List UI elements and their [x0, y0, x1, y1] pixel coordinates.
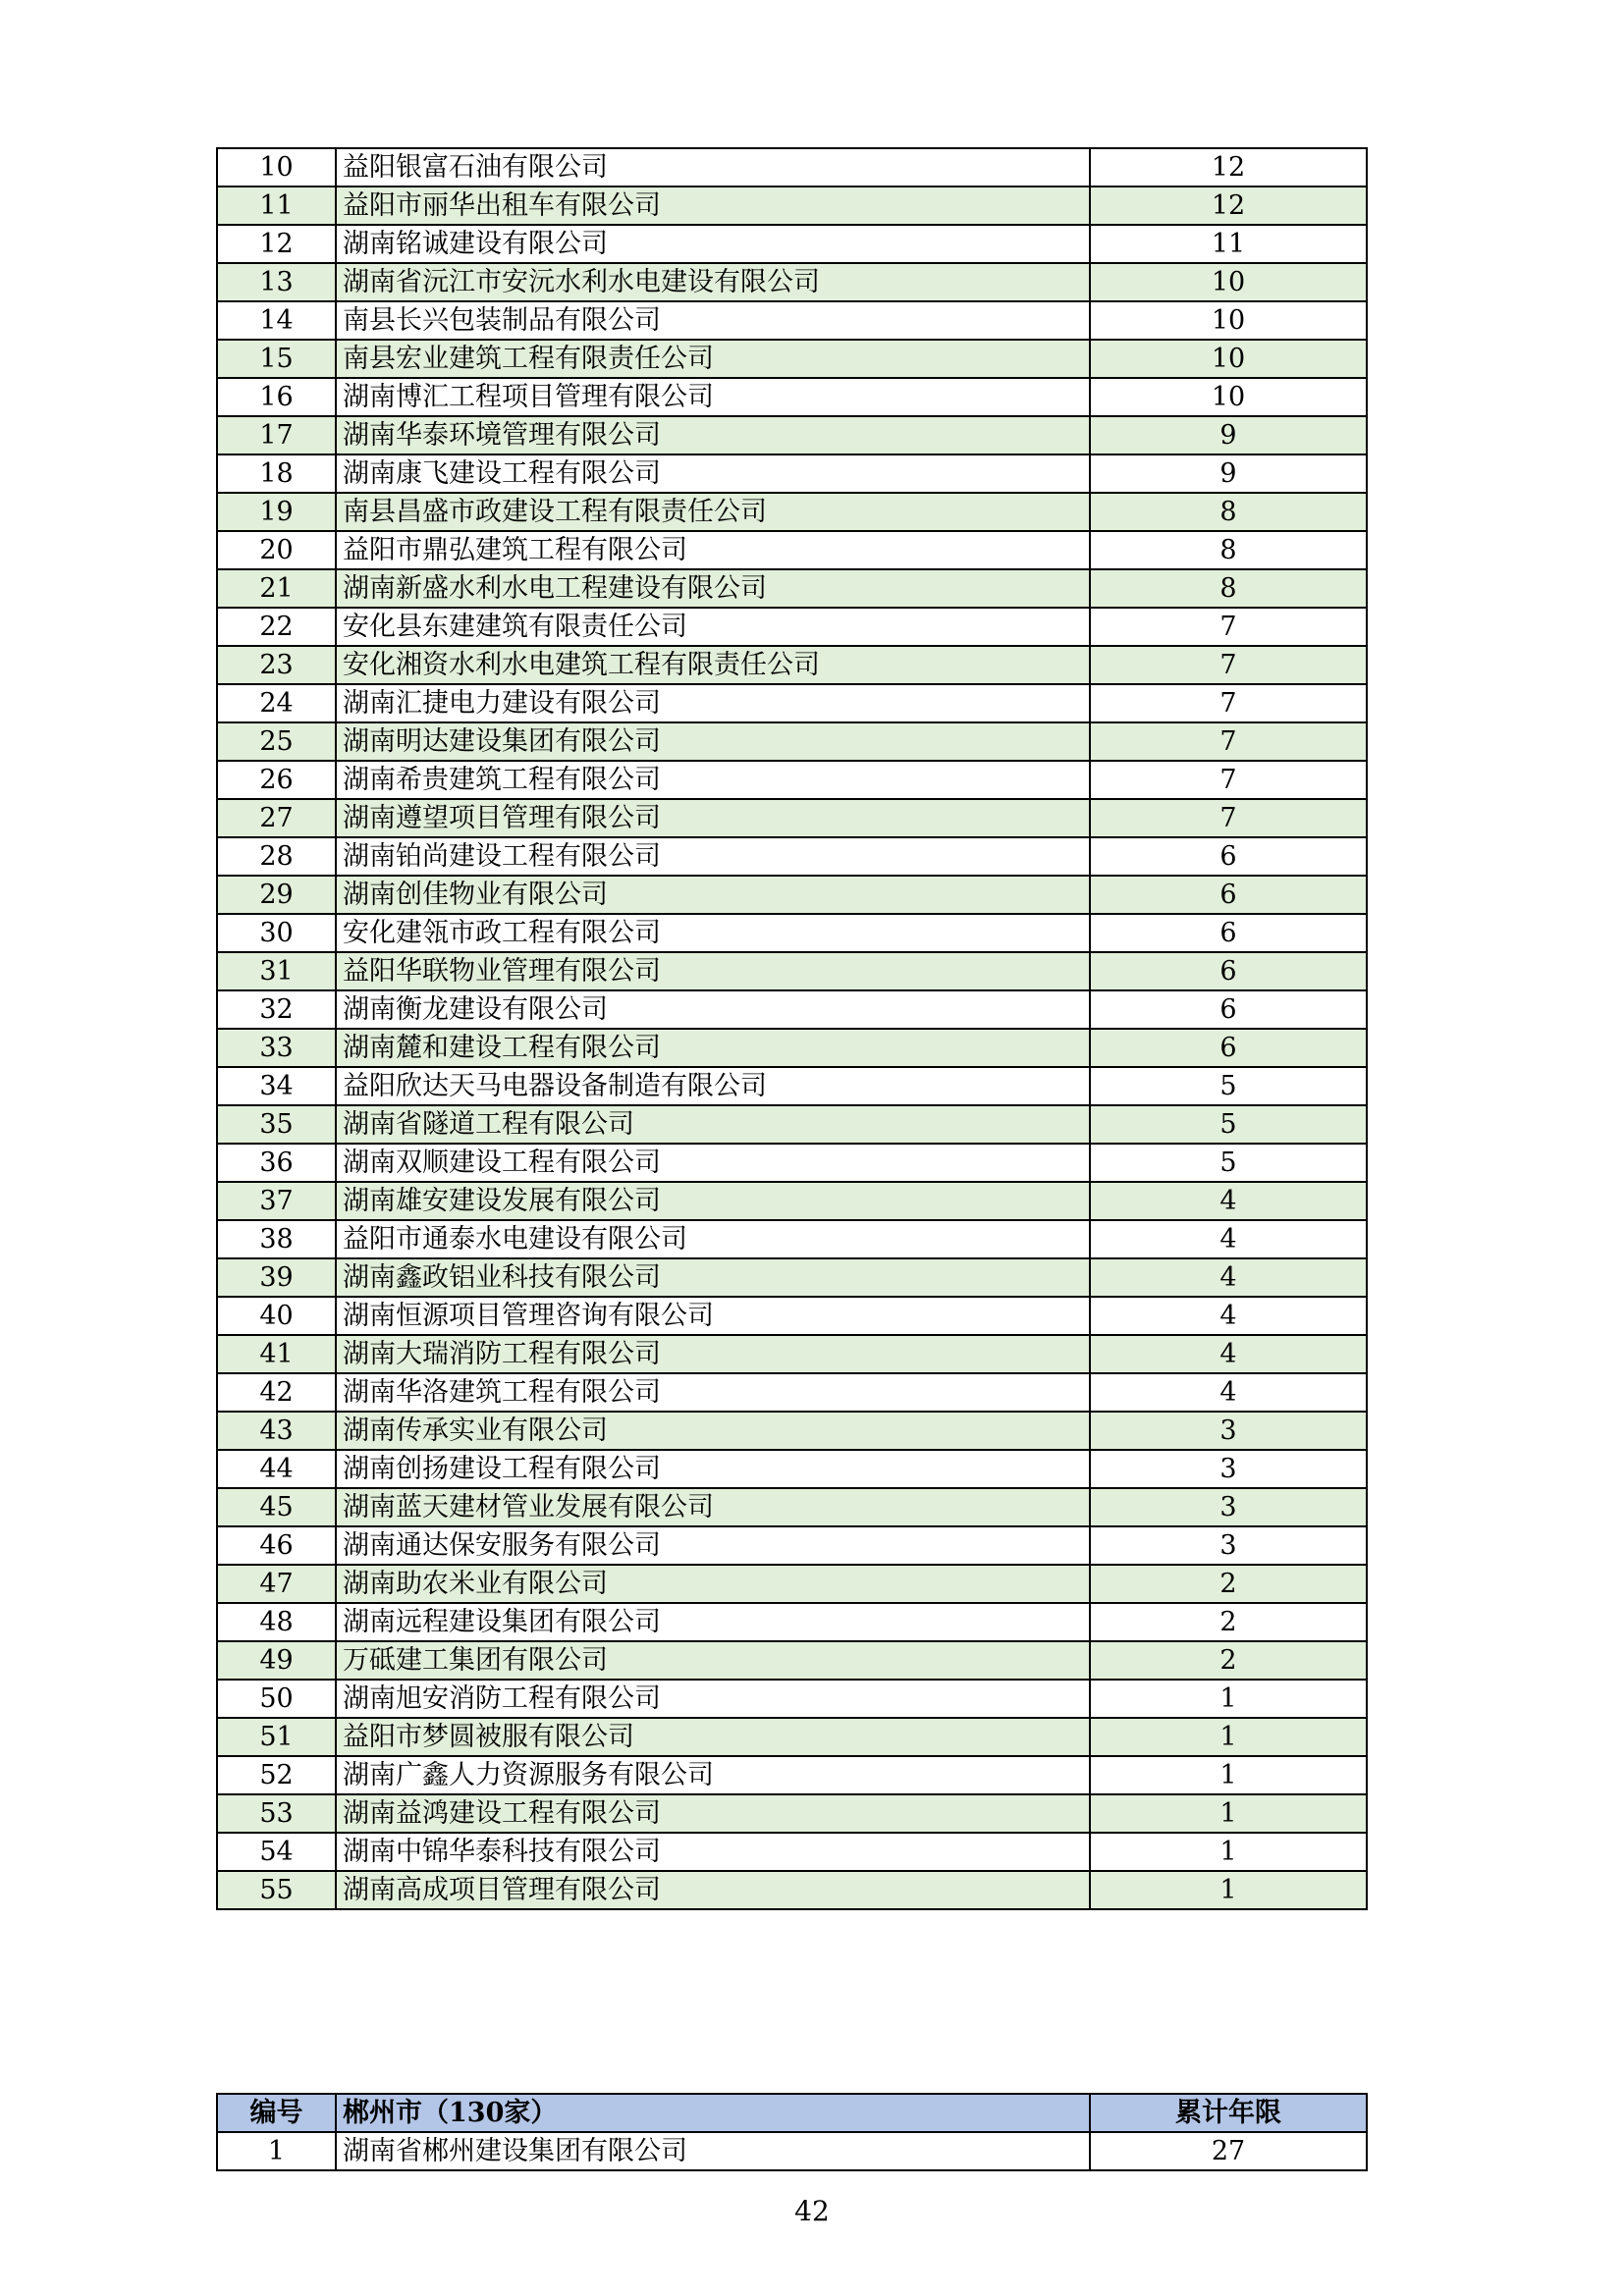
table-header-row — [217, 2094, 1367, 2132]
table-row — [217, 1373, 1367, 1412]
table-row — [217, 1565, 1367, 1603]
table-row — [217, 1488, 1367, 1526]
cumulative-years: 1 — [1090, 1871, 1367, 1909]
row-number: 50 — [217, 1680, 336, 1718]
table-row — [217, 722, 1367, 761]
cumulative-years: 6 — [1090, 990, 1367, 1029]
company-table-body — [217, 148, 1367, 1909]
company-name: 湖南遵望项目管理有限公司 — [336, 799, 1090, 837]
company-name: 益阳华联物业管理有限公司 — [336, 952, 1090, 990]
company-name: 安化建瓴市政工程有限公司 — [336, 914, 1090, 952]
row-number: 19 — [217, 493, 336, 531]
table-row — [217, 1412, 1367, 1450]
row-number: 22 — [217, 608, 336, 646]
company-name: 益阳银富石油有限公司 — [336, 148, 1090, 187]
cumulative-years: 10 — [1090, 340, 1367, 378]
company-name: 益阳市鼎弘建筑工程有限公司 — [336, 531, 1090, 569]
company-name: 湖南博汇工程项目管理有限公司 — [336, 378, 1090, 416]
company-name: 湖南明达建设集团有限公司 — [336, 722, 1090, 761]
cumulative-years: 3 — [1090, 1412, 1367, 1450]
table-row — [217, 876, 1367, 914]
company-name: 湖南创佳物业有限公司 — [336, 876, 1090, 914]
company-name: 湖南中锦华泰科技有限公司 — [336, 1833, 1090, 1871]
table-row — [217, 1067, 1367, 1105]
table-row — [217, 454, 1367, 493]
company-name: 湖南铭诚建设有限公司 — [336, 225, 1090, 263]
cumulative-years: 6 — [1090, 837, 1367, 876]
page-number: 42 — [794, 2195, 830, 2227]
table-row — [217, 531, 1367, 569]
company-name: 湖南麓和建设工程有限公司 — [336, 1029, 1090, 1067]
row-number: 28 — [217, 837, 336, 876]
cumulative-years: 9 — [1090, 454, 1367, 493]
table-row — [217, 416, 1367, 454]
company-name: 湖南蓝天建材管业发展有限公司 — [336, 1488, 1090, 1526]
row-number: 47 — [217, 1565, 336, 1603]
company-name: 湖南益鸿建设工程有限公司 — [336, 1794, 1090, 1833]
cumulative-years: 7 — [1090, 646, 1367, 684]
table-row — [217, 187, 1367, 225]
company-name: 湖南省沅江市安沅水利水电建设有限公司 — [336, 263, 1090, 301]
cumulative-years: 7 — [1090, 799, 1367, 837]
cumulative-years: 1 — [1090, 1833, 1367, 1871]
company-name: 南县宏业建筑工程有限责任公司 — [336, 340, 1090, 378]
row-number: 54 — [217, 1833, 336, 1871]
company-name: 益阳市通泰水电建设有限公司 — [336, 1220, 1090, 1258]
cumulative-years: 4 — [1090, 1335, 1367, 1373]
table-row — [217, 1144, 1367, 1182]
company-name: 湖南铂尚建设工程有限公司 — [336, 837, 1090, 876]
table-row — [217, 1220, 1367, 1258]
table-row — [217, 608, 1367, 646]
cumulative-years: 27 — [1090, 2132, 1367, 2170]
company-name: 安化湘资水利水电建筑工程有限责任公司 — [336, 646, 1090, 684]
row-number: 48 — [217, 1603, 336, 1641]
table-row — [217, 684, 1367, 722]
cumulative-years: 4 — [1090, 1258, 1367, 1297]
table-row — [217, 646, 1367, 684]
header-city: 郴州市（130家） — [336, 2094, 1090, 2132]
company-name: 湖南远程建设集团有限公司 — [336, 1603, 1090, 1641]
table-row — [217, 1297, 1367, 1335]
row-number: 24 — [217, 684, 336, 722]
company-name: 湖南通达保安服务有限公司 — [336, 1526, 1090, 1565]
row-number: 40 — [217, 1297, 336, 1335]
company-name: 湖南华泰环境管理有限公司 — [336, 416, 1090, 454]
cumulative-years: 6 — [1090, 952, 1367, 990]
cumulative-years: 2 — [1090, 1603, 1367, 1641]
cumulative-years: 11 — [1090, 225, 1367, 263]
company-table — [216, 147, 1368, 1910]
row-number: 11 — [217, 187, 336, 225]
company-name: 益阳欣达天马电器设备制造有限公司 — [336, 1067, 1090, 1105]
company-name: 湖南广鑫人力资源服务有限公司 — [336, 1756, 1090, 1794]
cumulative-years: 1 — [1090, 1756, 1367, 1794]
company-name: 湖南大瑞消防工程有限公司 — [336, 1335, 1090, 1373]
cumulative-years: 4 — [1090, 1220, 1367, 1258]
row-number: 36 — [217, 1144, 336, 1182]
cumulative-years: 2 — [1090, 1565, 1367, 1603]
row-number: 46 — [217, 1526, 336, 1565]
table-row — [217, 1718, 1367, 1756]
cumulative-years: 6 — [1090, 876, 1367, 914]
row-number: 38 — [217, 1220, 336, 1258]
cumulative-years: 10 — [1090, 263, 1367, 301]
table-row — [217, 1641, 1367, 1680]
row-number: 20 — [217, 531, 336, 569]
table-row — [217, 761, 1367, 799]
table-row — [217, 1871, 1367, 1909]
cumulative-years: 1 — [1090, 1680, 1367, 1718]
chenzhou-table-body — [217, 2094, 1367, 2170]
row-number: 1 — [217, 2132, 336, 2170]
row-number: 13 — [217, 263, 336, 301]
cumulative-years: 12 — [1090, 187, 1367, 225]
table-row — [217, 1526, 1367, 1565]
cumulative-years: 4 — [1090, 1182, 1367, 1220]
cumulative-years: 5 — [1090, 1067, 1367, 1105]
company-name: 湖南汇捷电力建设有限公司 — [336, 684, 1090, 722]
company-name: 万砥建工集团有限公司 — [336, 1641, 1090, 1680]
cumulative-years: 1 — [1090, 1718, 1367, 1756]
table-row — [217, 1794, 1367, 1833]
row-number: 45 — [217, 1488, 336, 1526]
company-name: 湖南希贵建筑工程有限公司 — [336, 761, 1090, 799]
table-row — [217, 301, 1367, 340]
company-name: 湖南鑫政铝业科技有限公司 — [336, 1258, 1090, 1297]
table-row — [217, 1335, 1367, 1373]
chenzhou-table — [216, 2093, 1368, 2171]
table-row — [217, 1450, 1367, 1488]
row-number: 26 — [217, 761, 336, 799]
row-number: 41 — [217, 1335, 336, 1373]
row-number: 37 — [217, 1182, 336, 1220]
header-number: 编号 — [217, 2094, 336, 2132]
row-number: 29 — [217, 876, 336, 914]
cumulative-years: 4 — [1090, 1373, 1367, 1412]
row-number: 27 — [217, 799, 336, 837]
cumulative-years: 8 — [1090, 531, 1367, 569]
table-row — [217, 837, 1367, 876]
row-number: 51 — [217, 1718, 336, 1756]
cumulative-years: 7 — [1090, 608, 1367, 646]
row-number: 34 — [217, 1067, 336, 1105]
cumulative-years: 3 — [1090, 1526, 1367, 1565]
company-name: 湖南华洛建筑工程有限公司 — [336, 1373, 1090, 1412]
table-row — [217, 263, 1367, 301]
row-number: 23 — [217, 646, 336, 684]
cumulative-years: 8 — [1090, 493, 1367, 531]
table-row — [217, 225, 1367, 263]
table-row — [217, 148, 1367, 187]
cumulative-years: 7 — [1090, 722, 1367, 761]
row-number: 33 — [217, 1029, 336, 1067]
company-name: 湖南旭安消防工程有限公司 — [336, 1680, 1090, 1718]
row-number: 17 — [217, 416, 336, 454]
company-name: 湖南雄安建设发展有限公司 — [336, 1182, 1090, 1220]
cumulative-years: 3 — [1090, 1450, 1367, 1488]
company-name: 湖南衡龙建设有限公司 — [336, 990, 1090, 1029]
company-name: 南县长兴包装制品有限公司 — [336, 301, 1090, 340]
table-row — [217, 952, 1367, 990]
row-number: 53 — [217, 1794, 336, 1833]
table-row — [217, 1105, 1367, 1144]
cumulative-years: 1 — [1090, 1794, 1367, 1833]
cumulative-years: 3 — [1090, 1488, 1367, 1526]
cumulative-years: 10 — [1090, 301, 1367, 340]
row-number: 44 — [217, 1450, 336, 1488]
company-name: 湖南双顺建设工程有限公司 — [336, 1144, 1090, 1182]
table-row — [217, 799, 1367, 837]
company-name: 湖南省郴州建设集团有限公司 — [336, 2132, 1090, 2170]
table-row — [217, 1756, 1367, 1794]
row-number: 14 — [217, 301, 336, 340]
company-name: 湖南传承实业有限公司 — [336, 1412, 1090, 1450]
cumulative-years: 9 — [1090, 416, 1367, 454]
row-number: 30 — [217, 914, 336, 952]
row-number: 21 — [217, 569, 336, 608]
row-number: 43 — [217, 1412, 336, 1450]
table-row — [217, 1603, 1367, 1641]
row-number: 16 — [217, 378, 336, 416]
company-name: 湖南康飞建设工程有限公司 — [336, 454, 1090, 493]
table-row — [217, 1258, 1367, 1297]
table-row — [217, 493, 1367, 531]
row-number: 10 — [217, 148, 336, 187]
row-number: 18 — [217, 454, 336, 493]
row-number: 52 — [217, 1756, 336, 1794]
cumulative-years: 2 — [1090, 1641, 1367, 1680]
row-number: 12 — [217, 225, 336, 263]
row-number: 15 — [217, 340, 336, 378]
cumulative-years: 7 — [1090, 761, 1367, 799]
table-row — [217, 569, 1367, 608]
row-number: 32 — [217, 990, 336, 1029]
cumulative-years: 7 — [1090, 684, 1367, 722]
table-row — [217, 990, 1367, 1029]
table-row — [217, 378, 1367, 416]
company-name: 湖南创扬建设工程有限公司 — [336, 1450, 1090, 1488]
cumulative-years: 5 — [1090, 1105, 1367, 1144]
cumulative-years: 5 — [1090, 1144, 1367, 1182]
row-number: 25 — [217, 722, 336, 761]
company-name: 湖南新盛水利水电工程建设有限公司 — [336, 569, 1090, 608]
table-row — [217, 1029, 1367, 1067]
company-name: 安化县东建建筑有限责任公司 — [336, 608, 1090, 646]
company-name: 湖南恒源项目管理咨询有限公司 — [336, 1297, 1090, 1335]
cumulative-years: 8 — [1090, 569, 1367, 608]
row-number: 42 — [217, 1373, 336, 1412]
row-number: 31 — [217, 952, 336, 990]
table-row — [217, 2132, 1367, 2170]
table-row — [217, 1680, 1367, 1718]
table-row — [217, 340, 1367, 378]
cumulative-years: 10 — [1090, 378, 1367, 416]
table-row — [217, 914, 1367, 952]
company-name: 湖南省隧道工程有限公司 — [336, 1105, 1090, 1144]
company-name: 南县昌盛市政建设工程有限责任公司 — [336, 493, 1090, 531]
company-name: 湖南助农米业有限公司 — [336, 1565, 1090, 1603]
table-row — [217, 1833, 1367, 1871]
cumulative-years: 4 — [1090, 1297, 1367, 1335]
company-name: 益阳市梦圆被服有限公司 — [336, 1718, 1090, 1756]
table-row — [217, 1182, 1367, 1220]
header-years: 累计年限 — [1090, 2094, 1367, 2132]
cumulative-years: 12 — [1090, 148, 1367, 187]
company-name: 湖南高成项目管理有限公司 — [336, 1871, 1090, 1909]
cumulative-years: 6 — [1090, 914, 1367, 952]
company-name: 益阳市丽华出租车有限公司 — [336, 187, 1090, 225]
row-number: 49 — [217, 1641, 336, 1680]
cumulative-years: 6 — [1090, 1029, 1367, 1067]
row-number: 55 — [217, 1871, 336, 1909]
row-number: 39 — [217, 1258, 336, 1297]
row-number: 35 — [217, 1105, 336, 1144]
